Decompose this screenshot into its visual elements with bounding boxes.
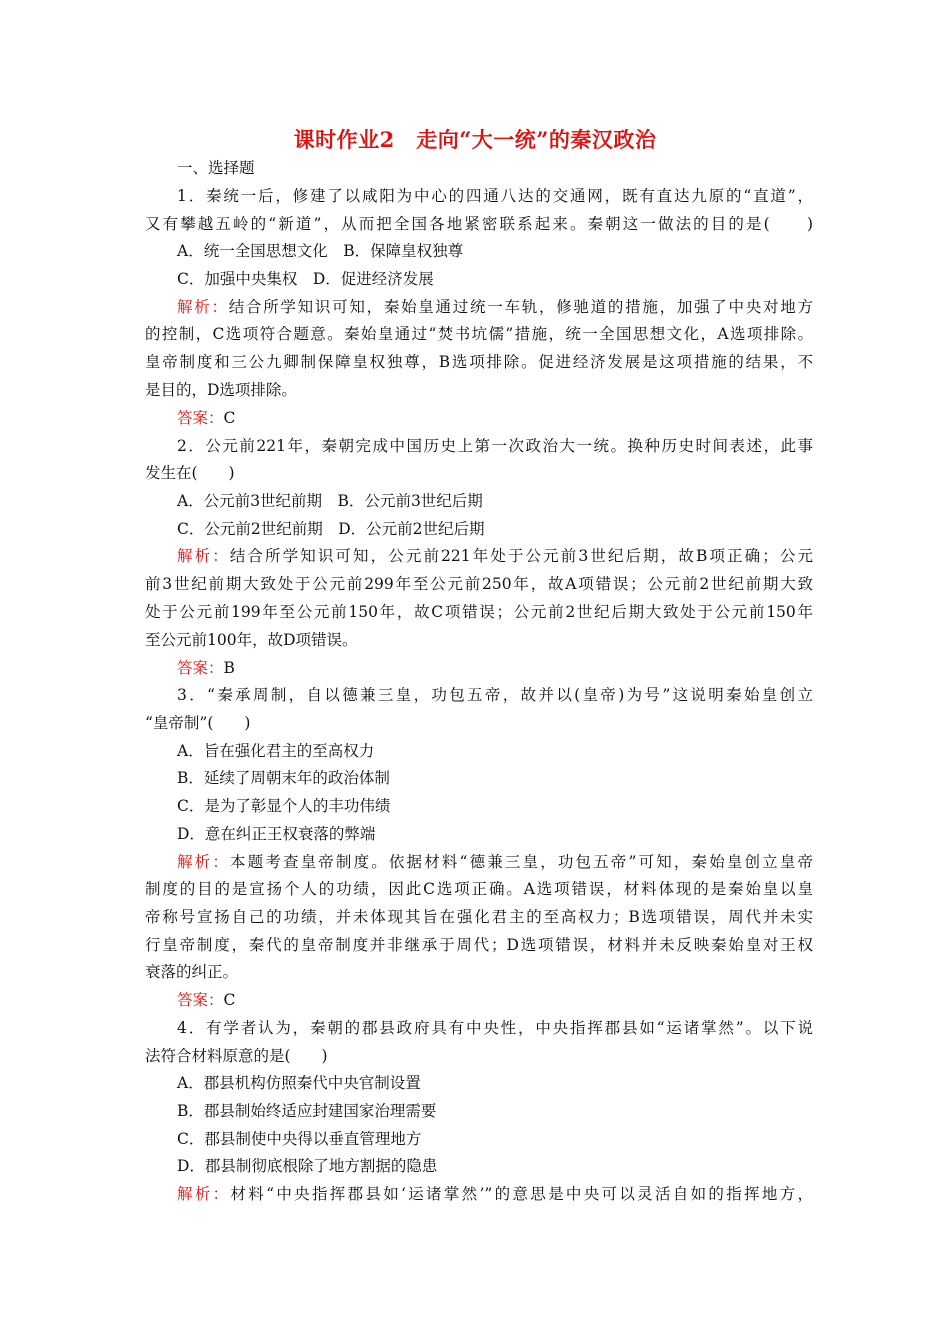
question-2-stem-line-2: 发生在( )	[145, 464, 235, 482]
analysis-text: 结合所学知识可知，公元前221年处于公元前3世纪后期，故B项正确；公元	[229, 547, 813, 565]
question-4-stem-line-2: 法符合材料原意的是( )	[145, 1047, 328, 1065]
question-2-analysis-line-3: 处于公元前199年至公元前150年，故C项错误；公元前2世纪后期大致处于公元前150年	[145, 603, 813, 621]
question-3-option-d: D．意在纠正王权衰落的弊端	[177, 825, 376, 843]
question-4-option-b: B．郡县制始终适应封建国家治理需要	[177, 1102, 437, 1120]
question-1-answer	[177, 408, 845, 428]
answer-label: 答案：	[177, 409, 224, 427]
analysis-text: 材料“中央指挥郡县如‘运诸掌然’”的意思是中央可以灵活自如的指挥地方，	[230, 1185, 813, 1203]
question-4-option-a: A．郡县机构仿照秦代中央官制设置	[177, 1074, 421, 1092]
question-2-analysis-line-2: 前3世纪前期大致处于公元前299年至公元前250年，故A项错误；公元前2世纪前期大致	[145, 575, 813, 593]
question-4-option-d: D．郡县制彻底根除了地方割据的隐患	[177, 1157, 438, 1175]
question-3-option-b: B．延续了周朝末年的政治体制	[177, 769, 390, 787]
answer-value: B	[223, 659, 235, 677]
answer-value: C	[223, 991, 236, 1009]
page-title: 课时作业2 走向“大一统”的秦汉政治	[293, 127, 657, 152]
question-3-analysis-line-5: 衰落的纠正。	[145, 963, 239, 981]
question-2-analysis-line-4: 至公元前100年，故D项错误。	[145, 631, 358, 649]
question-1-options-row-2: C．加强中央集权 D．促进经济发展	[177, 270, 434, 288]
question-3-stem-line-2: “皇帝制”( )	[145, 714, 251, 732]
question-3-option-c: C．是为了彰显个人的丰功伟绩	[177, 797, 391, 815]
question-2-options-row-1: A．公元前3世纪前期 B．公元前3世纪后期	[177, 492, 483, 510]
question-2-options-row-2: C．公元前2世纪前期 D．公元前2世纪后期	[177, 520, 485, 538]
answer-value: C	[223, 409, 236, 427]
question-3-stem-line-1: 3．“秦承周制，自以德兼三皇，功包五帝，故并以(皇帝)为号”这说明秦始皇创立	[177, 686, 813, 704]
analysis-label: 解析：	[177, 853, 230, 871]
analysis-text: 结合所学知识可知，秦始皇通过统一车轨，修驰道的措施，加强了中央对地方	[228, 298, 813, 316]
question-2-stem-line-1: 2．公元前221年，秦朝完成中国历史上第一次政治大一统。换种历史时间表述，此事	[177, 437, 813, 455]
question-4-analysis-line-1	[177, 1184, 813, 1204]
analysis-label: 解析：	[177, 547, 230, 565]
question-1-analysis-line-2: 的控制，C选项符合题意。秦始皇通过“焚书坑儒”措施，统一全国思想文化，A选项排除。	[145, 325, 813, 343]
question-3-analysis-line-3: 帝称号宣扬自己的功绩，并未体现其旨在强化君主的至高权力；B选项错误，周代并未实	[145, 908, 813, 926]
analysis-text: 本题考查皇帝制度。依据材料“德兼三皇，功包五帝”可知，秦始皇创立皇帝	[229, 853, 813, 871]
question-3-analysis-line-4: 行皇帝制度，秦代的皇帝制度并非继承于周代；D选项错误，材料并未反映秦始皇对王权	[145, 936, 813, 954]
question-1-analysis-line-4: 是目的，D选项排除。	[145, 381, 297, 399]
question-3-analysis-line-1	[177, 852, 813, 872]
answer-label: 答案：	[177, 991, 224, 1009]
question-3-analysis-line-2: 制度的目的是宣扬个人的功绩，因此C选项正确。A选项错误，材料体现的是秦始皇以皇	[145, 880, 813, 898]
analysis-label: 解析：	[177, 1185, 231, 1203]
question-2-answer	[177, 658, 845, 678]
question-1-stem-line-2: 又有攀越五岭的“新道”，从而把全国各地紧密联系起来。秦朝这一做法的目的是( )	[145, 215, 813, 233]
answer-label: 答案：	[177, 659, 224, 677]
question-1-stem-line-1: 1．秦统一后，修建了以咸阳为中心的四通八达的交通网，既有直达九原的“直道”，	[177, 187, 813, 205]
question-2-analysis-line-1	[177, 546, 813, 566]
question-1-analysis-line-1	[177, 297, 813, 317]
analysis-label: 解析：	[177, 298, 229, 316]
question-1-analysis-line-3: 皇帝制度和三公九卿制保障皇权独尊，B选项排除。促进经济发展是这项措施的结果，不	[145, 353, 813, 371]
question-4-option-c: C．郡县制使中央得以垂直管理地方	[177, 1130, 422, 1148]
question-4-stem-line-1: 4．有学者认为，秦朝的郡县政府具有中央性，中央指挥郡县如“运诸掌然”。以下说	[177, 1019, 813, 1037]
question-3-answer	[177, 990, 845, 1010]
question-1-options-row-1: A．统一全国思想文化 B．保障皇权独尊	[177, 242, 464, 260]
question-3-option-a: A．旨在强化君主的至高权力	[177, 742, 375, 760]
section-heading: 一、选择题	[177, 159, 255, 177]
